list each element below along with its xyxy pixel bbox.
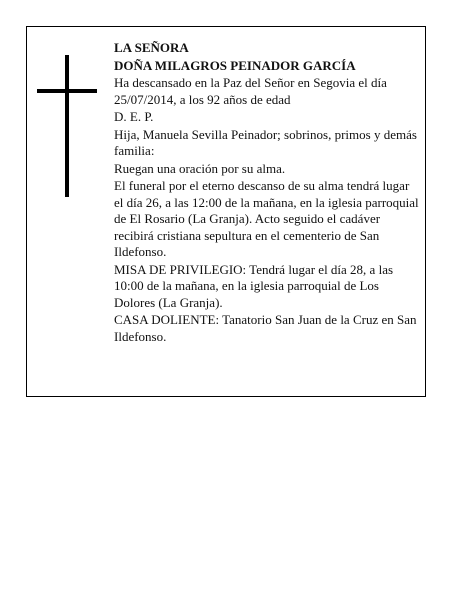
privilege-mass: MISA DE PRIVILEGIO: Tendrá lugar el día 28, a las 10:00 de la mañana, en la iglesia parroquial de Los Dolores (La Granja).: [114, 261, 394, 310]
rest-in-peace: D. E. P.: [114, 109, 154, 124]
latin-cross-icon: [37, 55, 97, 197]
prayer-request: Ruegan una oración por su alma.: [114, 160, 286, 176]
notice-text: [114, 40, 419, 346]
family-members: Hija, Manuela Sevilla Peinador; sobrinos, primos y demás familia:: [114, 126, 417, 158]
funeral-details: El funeral por el eterno descanso de su alma tendrá lugar el día 26, a las 12:00 de la mañana, en la iglesia parroquial de El Rosario (La Granja). Acto seguido el cadáver recibirá cristiana sepultura en el cementerio de San Ildefonso.: [114, 178, 419, 259]
mourning-house: CASA DOLIENTE: Tanatorio San Juan de la Cruz en San Ildefonso.: [114, 312, 417, 344]
deceased-name: DOÑA MILAGROS PEINADOR GARCÍA: [114, 57, 356, 73]
death-announcement: Ha descansado en la Paz del Señor en Segovia el día 25/07/2014, a los 92 años de edad: [114, 75, 387, 107]
obituary-notice: [26, 26, 426, 397]
cross-vertical-bar: [65, 55, 69, 197]
notice-title-line-1: LA SEÑORA: [114, 40, 189, 55]
cross-horizontal-bar: [37, 89, 97, 93]
